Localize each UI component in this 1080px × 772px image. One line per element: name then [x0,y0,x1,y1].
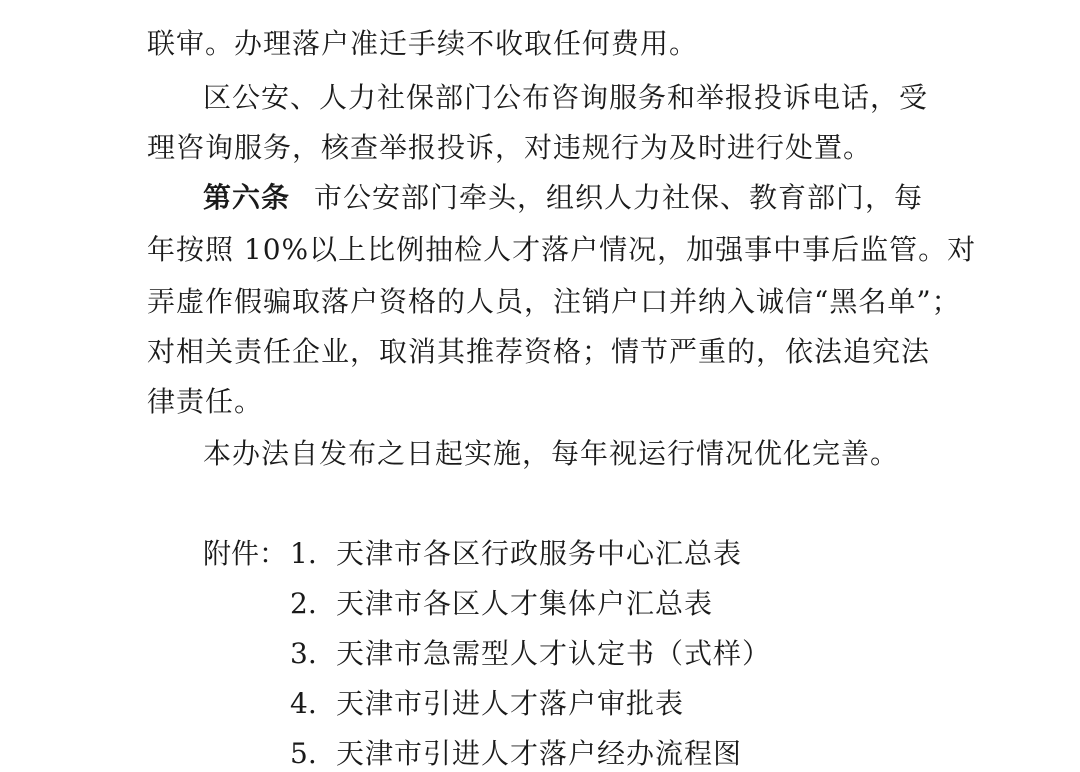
article-heading: 第六条 [203,181,291,214]
paragraph-line: 对相关责任企业，取消其推荐资格；情节严重的，依法追究法 [147,335,931,368]
paragraph-line: 年按照 10%以上比例抽检人才落户情况，加强事中事后监管。对 [147,233,977,266]
attachment-number: 2. [290,587,317,620]
attachment-title: 天津市各区行政服务中心汇总表 [336,537,743,570]
paragraph-line: 联审。办理落户准迁手续不收取任何费用。 [147,27,699,60]
paragraph-line: 律责任。 [147,385,264,418]
article-text: 市公安部门牵头，组织人力社保、教育部门，每 [314,181,924,214]
attachment-title: 天津市急需型人才认定书（式样） [336,637,772,670]
paragraph-line: 区公安、人力社保部门公布咨询服务和举报投诉电话，受 [203,81,929,114]
attachment-number: 3. [290,637,317,670]
attachment-title: 天津市引进人才落户经办流程图 [336,737,743,770]
attachment-title: 天津市各区人才集体户汇总表 [336,587,714,620]
closing-paragraph: 本办法自发布之日起实施，每年视运行情况优化完善。 [203,437,900,470]
attachment-title: 天津市引进人才落户审批表 [336,687,685,720]
attachment-number: 1. [290,537,317,570]
attachment-number: 5. [290,737,317,770]
paragraph-line: 弄虚作假骗取落户资格的人员，注销户口并纳入诚信“黑名单”； [147,285,961,318]
attachments-label: 附件： [203,537,288,570]
paragraph-line: 理咨询服务，核查举报投诉，对违规行为及时进行处置。 [147,131,873,164]
article-six-line [203,180,1003,216]
attachment-number: 4. [290,687,317,720]
